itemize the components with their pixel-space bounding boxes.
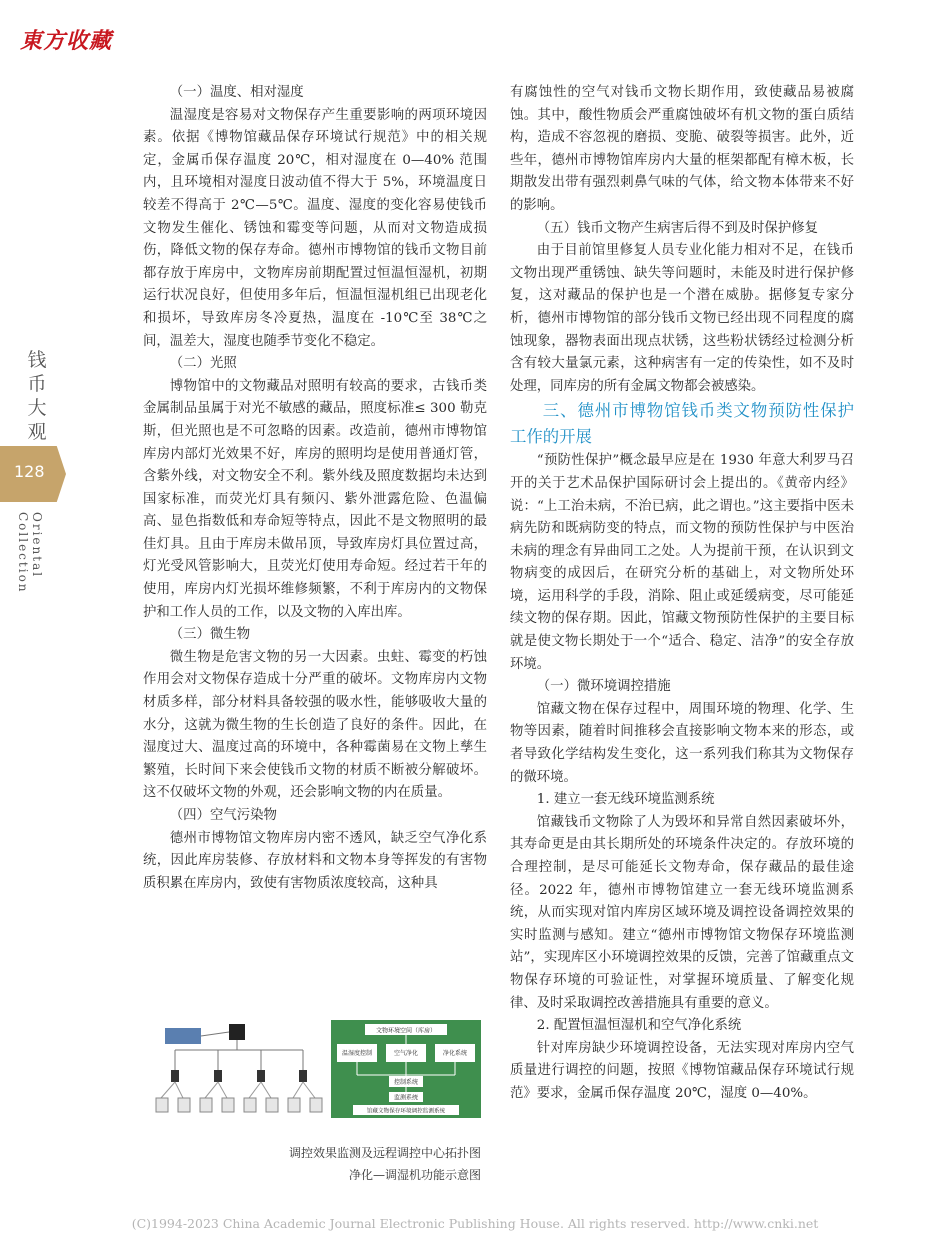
paragraph: 针对库房缺少环境调控设备，无法实现对库房内空气质量进行调控的问题，按照《博物馆藏品保存环境试行规范》要求，金属币保存温度 20℃，湿度 0—40%。	[510, 1040, 854, 1101]
figure-topology-diagram	[153, 1020, 483, 1118]
paragraph: 德州市博物馆文物库房内密不透风，缺乏空气净化系统，因此库房装修、存放材料和文物本身等挥发的有害物质积累在库房内，致使有害物质浓度较高，这种具	[143, 830, 487, 891]
right-text-column	[510, 82, 854, 1106]
subsection-heading: （五）钱币文物产生病害后得不到及时保护修复	[536, 220, 818, 236]
diagram-box-b: 空气净化	[393, 1050, 419, 1057]
diagram-bottom-label: 馆藏文物保存环境调控监测系统	[366, 1108, 446, 1115]
server-rack-icon	[165, 1028, 201, 1044]
left-text-column	[143, 82, 487, 895]
paragraph: 馆藏文物在保存过程中，周围环境的物理、化学、生物等因素，随着时间推移会直接影响文物本来的形态，或者导致化学结构发生变化，这一系列我们称其为文物保存的微环境。	[510, 701, 854, 785]
monitor-device-icon	[222, 1098, 234, 1112]
sensor-node-icon	[171, 1070, 179, 1082]
paragraph: 有腐蚀性的空气对钱币文物长期作用，致使藏品易被腐蚀。其中，酸性物质会严重腐蚀破坏有机文物的蛋白质结构，造成不容忽视的磨损、变脆、破裂等损害。此外，近些年，德州市博物馆库房内大量的框架都配有樟木板，长期散发出带有强烈刺鼻气味的气体，给文物本体带来不好的影响。	[510, 85, 854, 213]
page-number: 128	[14, 462, 45, 481]
gateway-icon	[229, 1024, 245, 1040]
magazine-english-name: Oriental Collection	[16, 512, 44, 594]
subsection-heading: （三）微生物	[169, 627, 251, 643]
topology-diagram	[156, 1024, 322, 1112]
copyright-footer: (C)1994-2023 China Academic Journal Electronic Publishing House. All rights reserved. http://www.cnki.net	[131, 1216, 819, 1231]
subsection-heading: 2. 配置恒温恒湿机和空气净化系统	[536, 1018, 742, 1034]
monitor-device-icon	[266, 1098, 278, 1112]
sensor-node-icon	[214, 1070, 222, 1082]
subsection-heading: （一）温度、相对湿度	[169, 85, 304, 100]
paragraph: 博物馆中的文物藏品对照明有较高的要求，古钱币类金属制品虽属于对光不敏感的藏品，照度标准≤ 300 勒克斯，但光照也是不可忽略的因素。改造前，德州市博物馆库房内部灯光效果不好，库房的照明均是使用普通灯管，含紫外线，对文物安全不利。紫外线及照度数据均未达到国家标准，而荧光灯具有频闪、紫外泄露危险、色温偏高、显色指数低和寿命短等特点，因此不是文物照明的最佳灯具。且由于库房未做吊顶，导致库房灯具位置过高，灯光受风管影响大，且荧光灯使用寿命短。经过若干年的使用，库房内灯光损坏维修频繁，不利于库房内的文物保护和工作人员的工作，以及文物的入库出库。	[143, 378, 487, 620]
subsection-heading: （一）微环境调控措施	[536, 679, 671, 695]
magazine-logo: 東方收藏	[20, 28, 113, 54]
column-title: 钱币大观	[27, 349, 47, 443]
diagram-box-c: 净化系统	[442, 1050, 468, 1057]
sensor-node-icon	[257, 1070, 265, 1082]
paragraph: 由于目前馆里修复人员专业化能力相对不足，在钱币文物出现严重锈蚀、缺失等问题时，未能及时进行保护修复，这对藏品的保护也是一个潜在威胁。据修复专家分析，德州市博物馆的部分钱币文物已经出现不同程度的腐蚀现象，器物表面出现点状锈，这些粉状锈经过检测分析含有较大量氯元素，这种病害有一定的传染性，如不及时处理，同库房的所有金属文物都会被感染。	[510, 243, 854, 394]
sensor-node-icon	[299, 1070, 307, 1082]
figure-caption-2: 净化—调湿机功能示意图	[348, 1168, 481, 1182]
paragraph: 馆藏钱币文物除了人为毁坏和异常自然因素破坏外，其寿命更是由其长期所处的环境条件决定的。存放环境的合理控制，是尽可能延长文物寿命，保存藏品的最佳途径。2022 年，德州市博物馆建立一套无线环境监测系统，从而实现对馆内库房区域环境及调控设备调控效果的实时监测与感知。建立“德州市博物馆文物保存环境监测站”，实现库区小环境调控效果的反馈，完善了馆藏重点文物保存环境的可验证性，对掌握环境质量、了解变化规律、及时采取调控改善措施具有重要的意义。	[510, 814, 854, 1011]
paragraph: 温湿度是容易对文物保存产生重要影响的两项环境因素。依据《博物馆藏品保存环境试行规范》中的相关规定，金属币保存温度 20℃，相对湿度在 0—40% 范围内，且环境相对湿度日波动值不得大于 5%，环境温度日较差不得高于 2℃—5℃。温度、湿度的变化容易使钱币文物发生催化、锈蚀和霉变等问题，从而对文物造成损伤，降低文物的保存寿命。德州市博物馆的钱币文物目前都存放于库房中，文物库房前期配置过恒温恒湿机，初期运行状况良好，但使用多年后，恒温恒湿机组已出现老化和损坏，导致库房冬冷夏热，温度在 -10℃至 38℃之间，温差大，湿度也随季节变化不稳定。	[143, 107, 487, 349]
monitor-device-icon	[178, 1098, 190, 1112]
subsection-heading: （四）空气污染物	[169, 808, 277, 823]
figure-caption-1: 调控效果监测及远程调控中心拓扑图	[288, 1146, 481, 1160]
diagram-box-a: 温湿度控制	[341, 1050, 373, 1057]
monitor-device-icon	[244, 1098, 256, 1112]
subsection-heading: （二）光照	[169, 356, 237, 372]
paragraph: “预防性保护”概念最早应是在 1930 年意大利罗马召开的关于艺术品保护国际研讨会上提出的。《黄帝内经》说：“上工治未病，不治已病，此之谓也。”这主要指中医未病先防和既病防变的特点，而文物的预防性保护与中医治未病的理念有异曲同工之处。人为提前干预，在认识到文物病变的成因后，在研究分析的基础上，对文物所处环境，运用科学的手段，消除、阻止或延缓病变，尽可能延续文物的保存期。因此，馆藏文物预防性保护的主要目标就是使文物长期处于一个“适合、稳定、洁净”的安全存放环境。	[510, 453, 854, 672]
monitor-device-icon	[288, 1098, 300, 1112]
monitor-device-icon	[310, 1098, 322, 1112]
diagram-top-label: 文物环境空间（库房）	[375, 1027, 437, 1035]
paragraph: 微生物是危害文物的另一大因素。虫蛀、霉变的朽蚀作用会对文物保存造成十分严重的破坏。文物库房内文物材质多样，部分材料具备较强的吸水性，能够吸收大量的水分，这就为微生物的生长创造了良好的条件。因此，在湿度过大、温度过高的环境中，各种霉菌易在文物上孳生繁殖，长时间下来会使钱币文物的材质不断被分解破坏。这不仅破坏文物的外观，还会影响文物的内在质量。	[143, 649, 487, 801]
diagram-box-d: 控制系统	[393, 1079, 419, 1086]
subsection-heading: 1. 建立一套无线环境监测系统	[536, 792, 715, 808]
monitor-device-icon	[156, 1098, 168, 1112]
section-heading: 三、德州市博物馆钱币类文物预防性保护工作的开展	[510, 401, 854, 447]
monitor-device-icon	[200, 1098, 212, 1112]
diagram-box-e: 监测系统	[393, 1094, 419, 1102]
function-diagram	[331, 1020, 481, 1118]
